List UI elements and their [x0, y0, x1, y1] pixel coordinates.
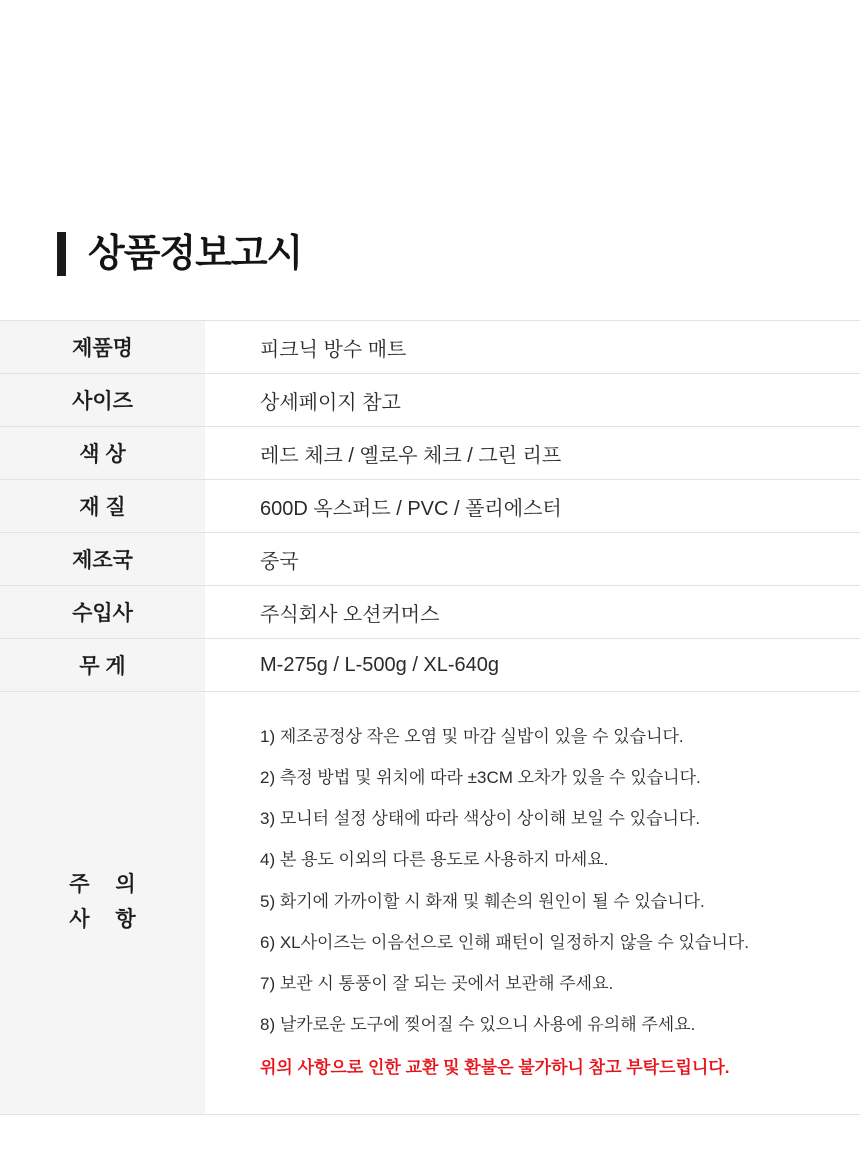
row-value: 상세페이지 참고 — [205, 374, 860, 427]
notice-item: 7) 보관 시 통풍이 잘 되는 곳에서 보관해 주세요. — [260, 973, 614, 993]
page-title-block — [57, 232, 302, 276]
table-row — [0, 427, 860, 480]
row-label: 제조국 — [0, 533, 205, 586]
product-info-table — [0, 320, 860, 1115]
notice-item: 8) 날카로운 도구에 찢어질 수 있으니 사용에 유의해 주세요. — [260, 1014, 696, 1034]
notice-item: 1) 제조공정상 작은 오염 및 마감 실밥이 있을 수 있습니다. — [260, 727, 684, 746]
notice-label-line1: 주 의 — [69, 873, 146, 897]
table-row — [0, 586, 860, 639]
notice-label-line2: 사 항 — [69, 908, 146, 932]
page-title: 상품정보고시 — [88, 233, 303, 275]
row-label: 색 상 — [0, 427, 205, 480]
row-label: 재 질 — [0, 480, 205, 533]
row-label: 수입사 — [0, 586, 205, 639]
notice-item: 3) 모니터 설정 상태에 따라 색상이 상이해 보일 수 있습니다. — [260, 809, 701, 829]
notice-list — [205, 692, 860, 1115]
notice-warning: 위의 사항으로 인한 교환 및 환불은 불가하니 참고 부탁드립니다. — [260, 1058, 730, 1077]
row-value: M-275g / L-500g / XL-640g — [205, 639, 860, 692]
row-label: 무 게 — [0, 639, 205, 692]
row-label: 제품명 — [0, 321, 205, 374]
table-row — [0, 480, 860, 533]
row-value: 600D 옥스퍼드 / PVC / 폴리에스터 — [205, 480, 860, 533]
row-label: 사이즈 — [0, 374, 205, 427]
table-body — [0, 321, 860, 1115]
row-value: 중국 — [205, 533, 860, 586]
table-row-notice — [0, 692, 860, 1115]
notice-item: 6) XL사이즈는 이음선으로 인해 패턴이 일정하지 않을 수 있습니다. — [260, 932, 749, 952]
table-row — [0, 639, 860, 692]
notice-item: 2) 측정 방법 및 위치에 따라 ±3CM 오차가 있을 수 있습니다. — [260, 768, 701, 788]
table-row — [0, 533, 860, 586]
notice-label — [0, 692, 205, 1115]
table-row — [0, 321, 860, 374]
title-accent-bar — [57, 232, 66, 276]
row-value: 레드 체크 / 옐로우 체크 / 그린 리프 — [205, 427, 860, 480]
row-value: 주식회사 오션커머스 — [205, 586, 860, 639]
row-value: 피크닉 방수 매트 — [205, 321, 860, 374]
notice-item: 5) 화기에 가까이할 시 화재 및 훼손의 원인이 될 수 있습니다. — [260, 891, 705, 911]
table-row — [0, 374, 860, 427]
notice-item: 4) 본 용도 이외의 다른 용도로 사용하지 마세요. — [260, 850, 609, 870]
